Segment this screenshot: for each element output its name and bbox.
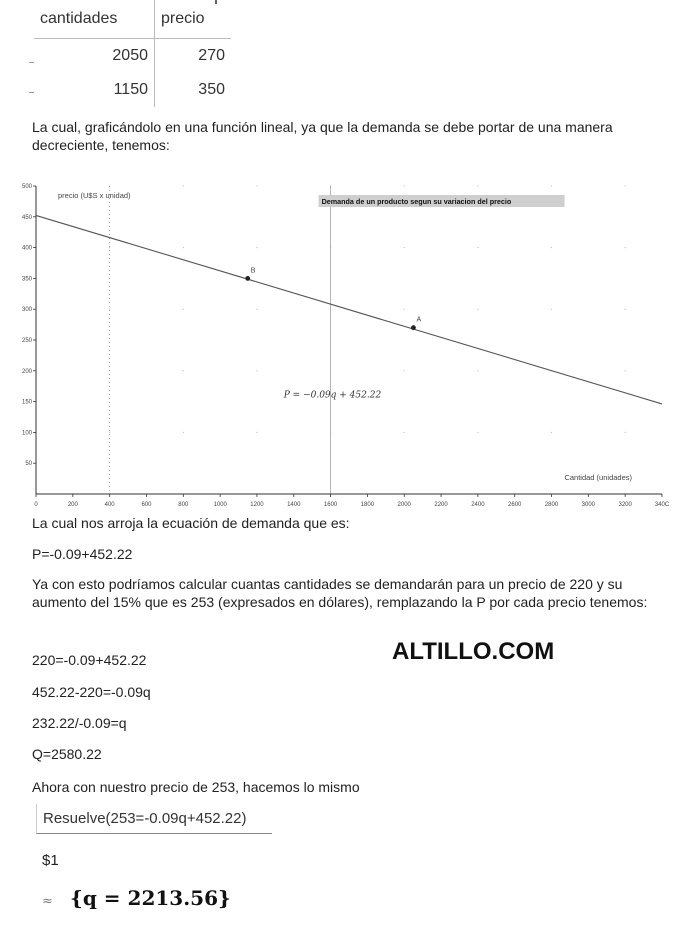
point-b: [245, 276, 250, 281]
grid-dot: [256, 185, 257, 186]
x-tick-label: 1800: [360, 502, 375, 508]
grid-dot: [551, 432, 552, 433]
grid-dot: [625, 370, 626, 371]
grid-dot: [183, 247, 184, 248]
approx-symbol: ≈: [42, 894, 53, 909]
grid-dot: [477, 432, 478, 433]
watermark: ALTILLO.COM: [392, 638, 555, 665]
grid-dot: [477, 247, 478, 248]
table-cell: 270: [198, 47, 225, 64]
grid-dot: [477, 370, 478, 371]
y-tick-label: 450: [21, 214, 32, 221]
equation-line: P=-0.09+452.22: [32, 546, 133, 562]
x-tick-label: 1200: [250, 502, 264, 508]
grid-dot: [256, 432, 257, 433]
x-tick-label: 340C: [654, 502, 670, 508]
grid-dot: [183, 185, 184, 186]
grid-dot: [256, 309, 257, 310]
grid-dot: [625, 309, 626, 310]
x-tick-label: 1400: [287, 502, 301, 508]
x-tick-label: 2600: [508, 502, 522, 508]
cas-result: {q = 2213.56}: [70, 886, 231, 910]
grid-dot: [404, 247, 405, 248]
y-tick-label: 150: [21, 399, 32, 406]
point-a: [411, 325, 416, 330]
y-tick-label: 500: [21, 184, 32, 190]
table-cell: 350: [198, 81, 225, 98]
cas-output-label: $1: [42, 852, 59, 869]
point-label-b: B: [250, 267, 256, 275]
grid-dot: [551, 247, 552, 248]
grid-dot: [256, 370, 257, 371]
y-tick-label: 50: [25, 461, 32, 468]
grid-dot: [183, 370, 184, 371]
grid-dot: [109, 309, 110, 310]
demand-chart: [21, 180, 670, 510]
y-tick-label: 100: [21, 430, 32, 437]
x-tick-label: 3200: [618, 502, 632, 508]
x-axis-label: Cantidad (unidades): [564, 473, 632, 482]
grid-dot: [551, 309, 552, 310]
grid-dot: [625, 247, 626, 248]
y-tick-label: 200: [21, 368, 32, 375]
grid-dot: [625, 185, 626, 186]
y-tick-label: 300: [21, 307, 32, 314]
x-tick-label: 2000: [397, 502, 411, 508]
grid-dot: [477, 309, 478, 310]
grid-dot: [625, 432, 626, 433]
grid-dot: [551, 185, 552, 186]
cas-output: [42, 886, 231, 910]
header-cantidades: cantidades: [34, 0, 155, 39]
now-paragraph: Ahora con nuestro precio de 253, hacemos lo mismo: [32, 779, 360, 795]
y-tick-label: 350: [21, 276, 32, 283]
x-tick-label: 1600: [323, 502, 338, 508]
demand-line: [36, 215, 662, 403]
x-tick-label: 2800: [544, 502, 559, 508]
grid-dot: [477, 185, 478, 186]
grid-dot: [404, 185, 405, 186]
header-precio: precio: [155, 0, 232, 39]
x-tick-label: 200: [67, 502, 78, 508]
step-line: Q=2580.22: [32, 746, 102, 762]
lead-paragraph: La cual nos arroja la ecuación de demanda que es:: [32, 515, 350, 531]
x-tick-label: 1000: [213, 502, 227, 508]
y-tick-label: 400: [21, 245, 32, 252]
x-tick-label: 2200: [434, 502, 448, 508]
grid-dot: [256, 247, 257, 248]
y-tick-label: 250: [21, 338, 32, 344]
x-tick-label: 600: [141, 502, 152, 508]
equation-annotation: P = −0.09q + 452.22: [283, 390, 382, 401]
grid-dot: [109, 247, 110, 248]
data-table: [34, 0, 231, 107]
x-tick-label: 2400: [471, 502, 485, 508]
y-axis-label: precio (U$S x unidad): [58, 191, 131, 200]
table-cell: 1150: [34, 73, 155, 107]
point-label-a: A: [416, 316, 422, 324]
grid-dot: [404, 370, 405, 371]
table-row: [34, 73, 231, 107]
step-line: 232.22/-0.09=q: [32, 715, 127, 731]
grid-dot: [109, 432, 110, 433]
cas-input-field[interactable]: Resuelve(253=-0.09q+452.22): [36, 804, 272, 834]
step-line: 452.22-220=-0.09q: [32, 684, 151, 700]
x-tick-label: 800: [178, 502, 189, 508]
grid-dot: [183, 432, 184, 433]
grid-dot: [404, 432, 405, 433]
intro-paragraph: La cual, graficándolo en una función lineal, ya que la demanda se debe portar de una manera decreciente, tenemos:: [32, 119, 613, 153]
table-cell: 2050: [34, 39, 155, 74]
chart-title: Demanda de un producto segun su variacion del precio: [321, 197, 512, 206]
x-tick-label: 0: [34, 502, 38, 508]
x-tick-label: 400: [104, 502, 115, 508]
calc-paragraph: Ya con esto podríamos calcular cuantas cantidades se demandarán para un precio de 220 y su aumento del 15% que es 253 (expresados en dólares), remplazando la P por cada precio tenemos:: [32, 576, 648, 610]
step-line: 220=-0.09+452.22: [32, 652, 147, 668]
grid-dot: [183, 309, 184, 310]
table-header-row: [34, 0, 231, 39]
grid-dot: [404, 309, 405, 310]
x-tick-label: 3000: [581, 502, 596, 508]
table-row: [34, 39, 231, 74]
